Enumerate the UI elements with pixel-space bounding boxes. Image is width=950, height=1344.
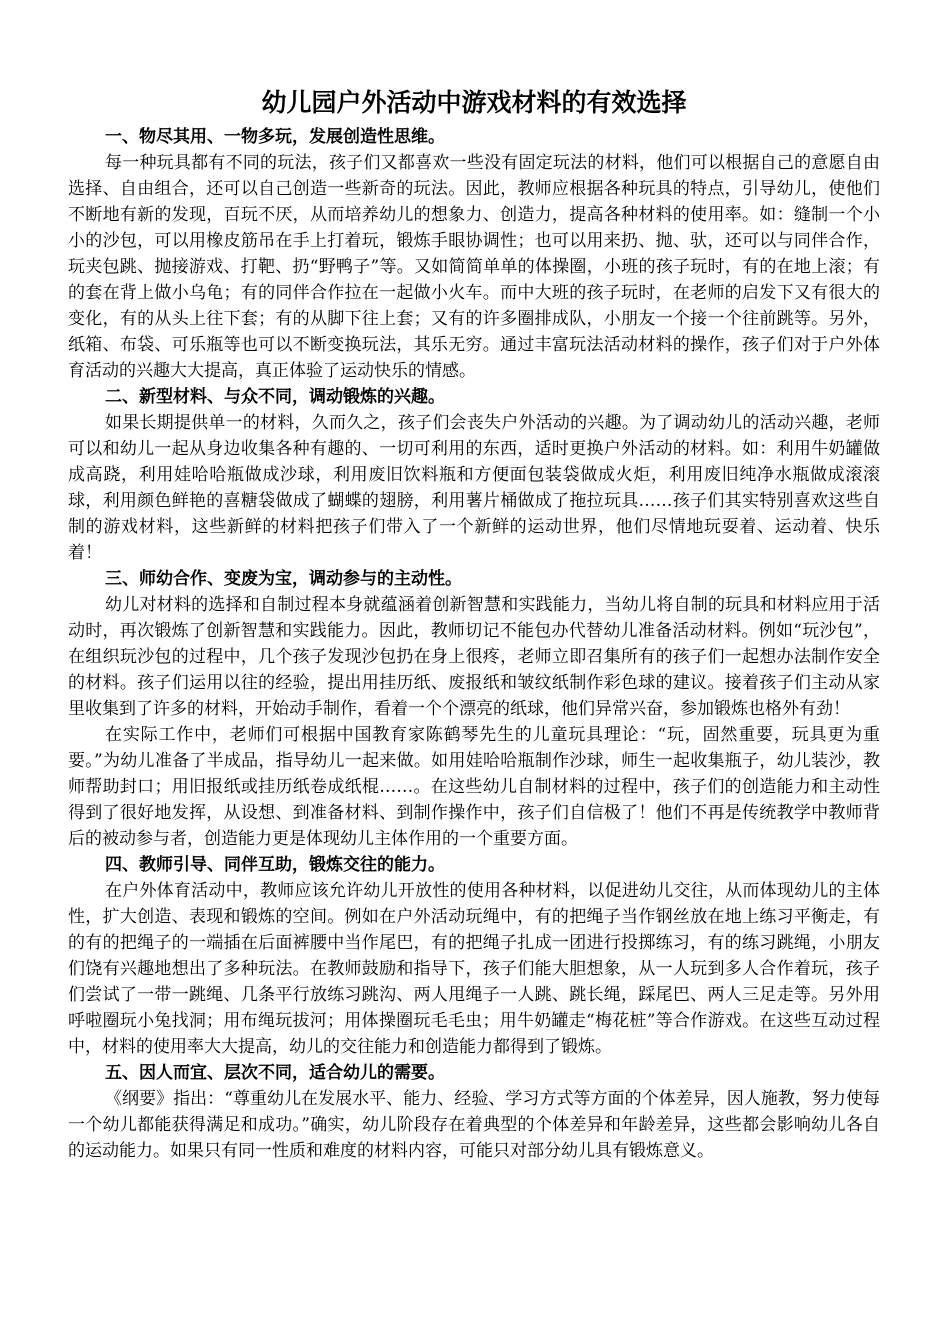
document-title: 幼儿园户外活动中游戏材料的有效选择: [261, 88, 687, 117]
paragraph-3: 幼儿对材料的选择和自制过程本身就蕴涵着创新智慧和实践能力，当幼儿将自制的玩具和材料应用于活动时，再次锻炼了创新智慧和实践能力。因此，教师切记不能包办代替幼儿准备活动材料。例如“玩沙包”，在组织玩沙包的过程中，几个孩子发现沙包扔在身上很疼，老师立即召集所有的孩子们一起想办法制作安全的材料。孩子们运用以往的经验，提出用挂历纸、废报纸和皱纹纸制作彩色球的建议。接着孩子们主动从家里收集到了许多的材料，开始动手制作，看着一个个漂亮的纸球，他们异常兴奋，参加锻炼也格外有劲！: [68, 595, 880, 719]
paragraph-5: 在户外体育活动中，教师应该允许幼儿开放性的使用各种材料，以促进幼儿交往，从而体现幼儿的主体性，扩大创造、表现和锻炼的空间。例如在户外活动玩绳中，有的把绳子当作钢丝放在地上练习平衡走，有的有的把绳子的一端插在后面裤腰中当作尾巴，有的把绳子扎成一团进行投掷练习，有的练习跳绳，小朋友们饶有兴趣地想出了多种玩法。在教师鼓励和指导下，孩子们能大胆想象，从一人玩到多人合作着玩，孩子们尝试了一带一跳绳、几条平行放练习跳沟、两人甩绳子一人跳、跳长绳，踩尾巴、两人三足走等。另外用呼啦圈玩小兔找洞；用布绳玩拔河；用体操圈玩毛毛虫；用牛奶罐走“梅花桩”等合作游戏。在这些互动过程中，材料的使用率大大提高，幼儿的交往能力和创造能力都得到了锻炼。: [68, 881, 880, 1057]
section-heading-5: 五、因人而宜、层次不同，适合幼儿的需要。: [105, 1063, 445, 1083]
paragraph-6: 《纲要》指出：“尊重幼儿在发展水平、能力、经验、学习方式等方面的个体差异，因人施教，努力使每一个幼儿都能获得满足和成功。”确实，幼儿阶段存在着典型的个体差异和年龄差异，这些都会影响幼儿各自的运动能力。如果只有同一性质和难度的材料内容，可能只对部分幼儿具有锻炼意义。: [68, 1089, 880, 1161]
paragraph-2: 如果长期提供单一的材料，久而久之，孩子们会丧失户外活动的兴趣。为了调动幼儿的活动兴趣，老师可以和幼儿一起从身边收集各种有趣的、一切可利用的东西，适时更换户外活动的材料。如：利用牛奶罐做成高跷，利用娃哈哈瓶做成沙球，利用废旧饮料瓶和方便面包装袋做成火炬，利用废旧纯净水瓶做成滚滚球，利用颜色鲜艳的喜糖袋做成了蝴蝶的翅膀，利用薯片桶做成了拖拉玩具……孩子们其实特别喜欢这些自制的游戏材料，这些新鲜的材料把孩子们带入了一个新鲜的运动世界，他们尽情地玩耍着、运动着、快乐着！: [68, 413, 880, 563]
section-heading-2: 二、新型材料、与众不同，调动锻炼的兴趣。: [105, 387, 445, 407]
document-page: [68, 86, 880, 1164]
section-heading-1: 一、物尽其用、一物多玩，发展创造性思维。: [105, 127, 445, 147]
paragraph-1: 每一种玩具都有不同的玩法，孩子们又都喜欢一些没有固定玩法的材料，他们可以根据自己的意愿自由选择、自由组合，还可以自己创造一些新奇的玩法。因此，教师应根据各种玩具的特点，引导幼儿，使他们不断地有新的发现，百玩不厌，从而培养幼儿的想象力、创造力，提高各种材料的使用率。如：缝制一个小小的沙包，可以用橡皮筋吊在手上打着玩，锻炼手眼协调性；也可以用来扔、抛、驮，还可以与同伴合作，玩夹包跳、抛接游戏、打靶、扔“野鸭子”等。又如简简单单的体操圈，小班的孩子玩时，有的在地上滚；有的套在背上做小乌龟；有的同伴合作拉在一起做小火车。而中大班的孩子玩时，在老师的启发下又有很大的变化，有的从头上往下套；有的从脚下往上套；又有的许多圈排成队，小朋友一个接一个往前跳等。另外，纸箱、布袋、可乐瓶等也可以不断变换玩法，其乐无穷。通过丰富玩法活动材料的操作，孩子们对于户外体育活动的兴趣大大提高，真正体验了运动快乐的情感。: [68, 153, 880, 381]
section-heading-4: 四、教师引导、同伴互助，锻炼交往的能力。: [105, 855, 445, 875]
section-heading-3: 三、师幼合作、变废为宝，调动参与的主动性。: [105, 569, 462, 589]
paragraph-4: 在实际工作中，老师们可根据中国教育家陈鹤琴先生的儿童玩具理论：“玩，固然重要，玩具更为重要。”为幼儿准备了半成品，指导幼儿一起来做。如用娃哈哈瓶制作沙球，师生一起收集瓶子，幼儿装沙，教师帮助封口；用旧报纸或挂历纸卷成纸棍……。在这些幼儿自制材料的过程中，孩子们的创造能力和主动性得到了很好地发挥，从设想、到准备材料、到制作操作中，孩子们自信极了！他们不再是传统教学中教师背后的被动参与者，创造能力更是体现幼儿主体作用的一个重要方面。: [68, 725, 880, 849]
